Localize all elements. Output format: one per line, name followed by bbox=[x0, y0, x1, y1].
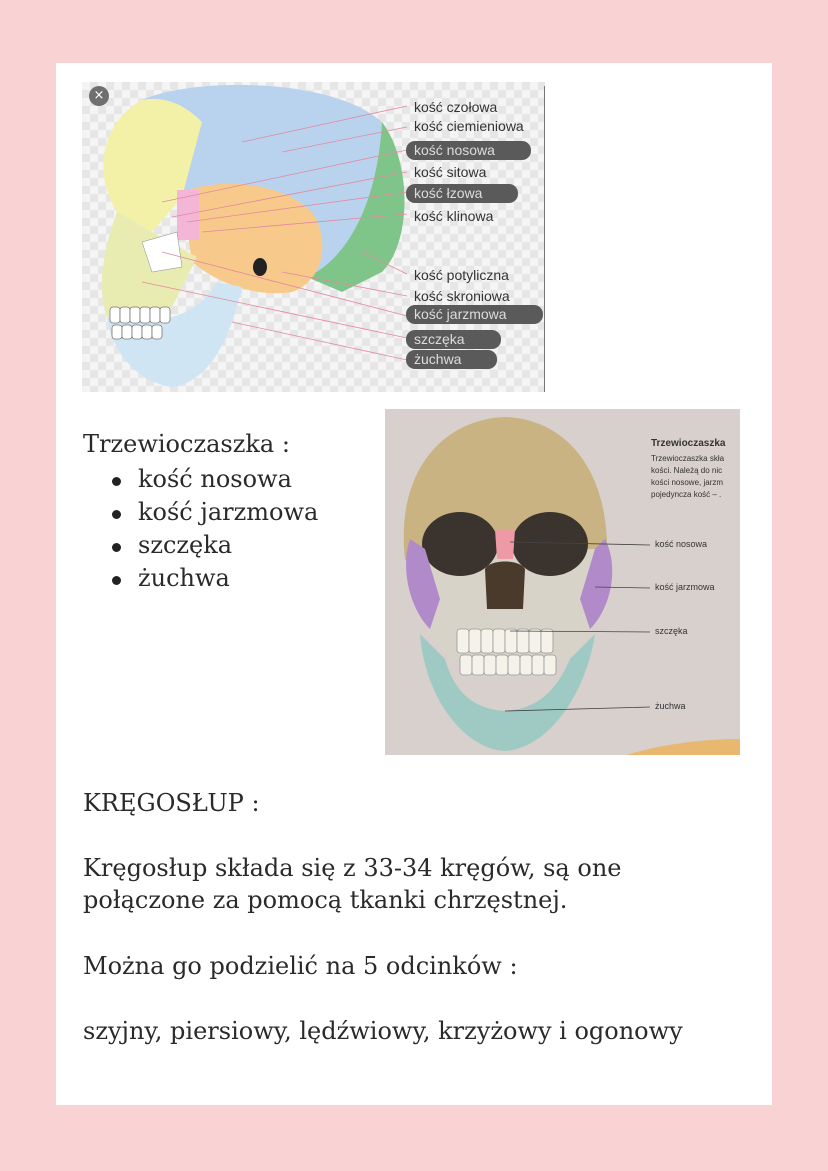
spine-paragraph-line: połączone za pomocą tkanki chrzęstnej. bbox=[83, 886, 568, 914]
figure-caption-line: Trzewioczaszka skła bbox=[651, 454, 725, 463]
skull-front-label: żuchwa bbox=[655, 701, 686, 711]
figure-caption-line: kości. Należą do nic bbox=[651, 466, 723, 475]
lacrimal-bone bbox=[177, 190, 199, 240]
skull-label: kość skroniowa bbox=[414, 288, 510, 304]
viscerocranium-list bbox=[112, 463, 318, 595]
skull-front-label: szczęka bbox=[655, 626, 688, 636]
skull-label-highlighted: żuchwa bbox=[406, 350, 497, 369]
list-item: szczęka bbox=[112, 529, 318, 562]
spine-title: KRĘGOSŁUP : bbox=[83, 789, 260, 817]
figure-caption-line: kości nosowe, jarzm bbox=[651, 478, 724, 487]
close-icon[interactable]: × bbox=[89, 86, 109, 106]
skull-label: kość sitowa bbox=[414, 164, 487, 180]
skull-label-highlighted: kość nosowa bbox=[406, 141, 531, 160]
skull-front-label: kość jarzmowa bbox=[655, 582, 715, 592]
skull-label: kość ciemieniowa bbox=[414, 118, 524, 134]
teeth bbox=[457, 629, 556, 675]
nasal-bone bbox=[495, 529, 515, 559]
spine-paragraph: szyjny, piersiowy, lędźwiowy, krzyżowy i ogonowy bbox=[83, 1017, 683, 1045]
skull-label: kość potyliczna bbox=[414, 267, 509, 283]
list-item: kość nosowa bbox=[112, 463, 318, 496]
spine-paragraph: Można go podzielić na 5 odcinków : bbox=[83, 952, 518, 980]
list-item: kość jarzmowa bbox=[112, 496, 318, 529]
skull-label-highlighted: szczęka bbox=[406, 330, 501, 349]
skull-frontal-figure bbox=[385, 409, 740, 755]
left-orbit bbox=[422, 512, 498, 576]
skull-label: kość klinowa bbox=[414, 208, 494, 224]
skull-front-label: kość nosowa bbox=[655, 539, 708, 549]
viscerocranium-title: Trzewioczaszka : bbox=[83, 430, 290, 458]
spine-paragraph-line: Kręgosłup składa się z 33-34 kręgów, są one bbox=[83, 854, 622, 882]
skull-label: kość czołowa bbox=[414, 99, 498, 115]
figure-heading: Trzewioczaszka bbox=[651, 438, 726, 449]
skull-label-highlighted: kość jarzmowa bbox=[406, 305, 543, 324]
skull-label-highlighted: kość łzowa bbox=[406, 184, 518, 203]
right-orbit bbox=[512, 512, 588, 576]
nasal-cavity bbox=[485, 562, 525, 610]
figure-caption-line: pojedyncza kość – . bbox=[651, 490, 722, 499]
list-item: żuchwa bbox=[112, 562, 318, 595]
ear-canal bbox=[253, 258, 267, 276]
figure-divider bbox=[544, 86, 545, 392]
